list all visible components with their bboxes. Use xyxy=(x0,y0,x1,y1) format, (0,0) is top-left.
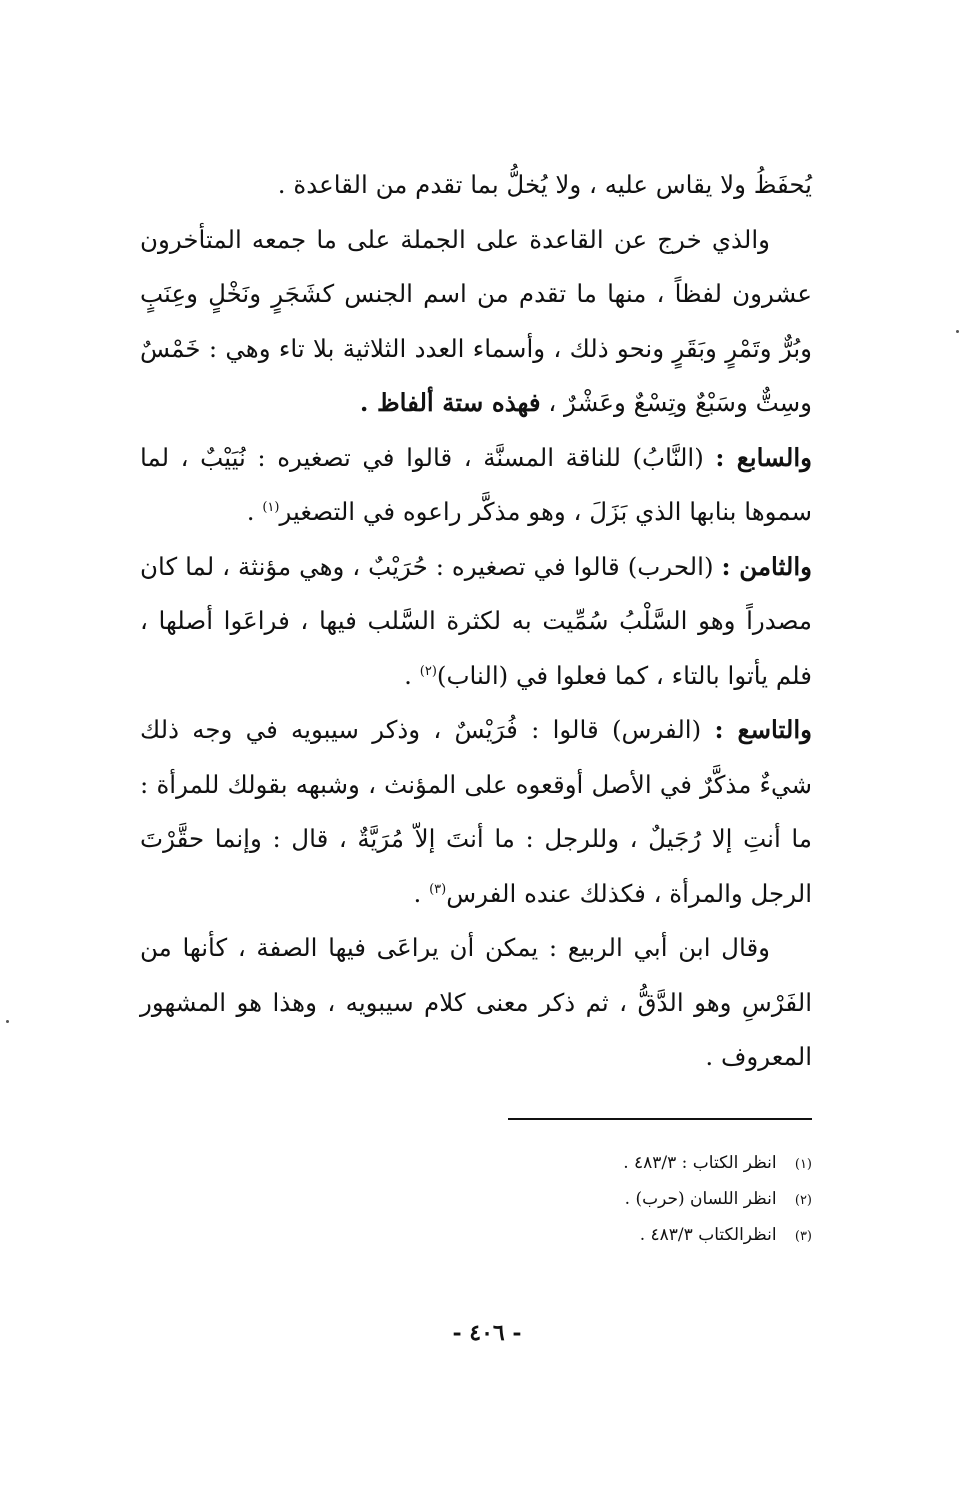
paragraph-3 xyxy=(140,431,812,540)
margin-speck xyxy=(6,1020,9,1023)
footnote-separator xyxy=(508,1118,812,1120)
paragraph-6 xyxy=(140,921,812,1085)
paragraph-2 xyxy=(140,213,812,431)
footnote-3-text: انظرالكتاب ٤٨٣/٣ . xyxy=(639,1225,777,1245)
paragraph-4-lead: والثامن : xyxy=(721,551,812,581)
footnote-2-text: انظر اللسان (حرب) . xyxy=(624,1189,777,1209)
main-text xyxy=(140,158,812,1085)
paragraph-3-text: (النَّابُ) للناقة المسنَّة ، قالوا في تصغيره : نُيَيْبٌ ، لما سموها بنابها الذي بَزَلَ ، وهو مذكَّر راعوه في التصغير xyxy=(140,442,812,526)
paragraph-6-text: وقال ابن أبي الربيع : يمكن أن يراعَى فيها الصفة ، كأنها من الفَرْسِ وهو الدَّقُّ ، ثم ذكر معنى كلام سيبويه ، وهذا هو المشهور المعروف . xyxy=(140,933,812,1071)
paragraph-4 xyxy=(140,540,812,704)
footnote-3-number: (٣) xyxy=(794,1229,812,1244)
paragraph-5-lead: والتاسع : xyxy=(714,715,813,744)
footnote-1 xyxy=(420,1146,812,1182)
page-number: - ٤٠٦ - xyxy=(452,1320,522,1346)
footnote-ref-1: (١) xyxy=(262,499,280,515)
footnote-2 xyxy=(420,1182,812,1218)
paragraph-1 xyxy=(140,158,812,213)
footnote-1-number: (١) xyxy=(794,1157,812,1172)
paragraph-4-text: (الحرب) قالوا في تصغيره : حُرَيْبٌ ، وهي مؤنثة ، لما كان مصدراً وهو السَّلْبُ سُمِّيت به لكثرة السَّلب فيها ، فراعَوا أصلها ، فلم يأتوا بالتاء ، كما فعلوا في (الناب) xyxy=(140,551,812,690)
paragraph-4-end: . xyxy=(404,660,412,690)
paragraph-5-end: . xyxy=(413,878,422,908)
footnote-ref-2: (٢) xyxy=(419,663,437,679)
paragraph-2-text: والذي خرج عن القاعدة على الجملة على ما جمعه المتأخرون عشرون لفظاً ، منها ما تقدم من اسم الجنس كشَجَرٍ ونَخْلٍ وعِنَبٍ وبُرٌّ وتَمْرٍ وبَقَرٍ ونحو ذلك ، وأسماء العدد الثلاثية بلا تاء وهي : خَمْسٌ وسِتٌّ وسَبْعٌ وتِسْعٌ وعَشْرٌ ، xyxy=(140,224,812,417)
paragraph-2-bold-tail: فهذه ستة ألفاظ . xyxy=(359,388,541,417)
footnote-2-number: (٢) xyxy=(794,1193,812,1208)
paragraph-5-text: (الفرس) قالوا : فُرَيْسٌ ، وذكر سيبويه في وجه ذلك شيءٌ مذكَّرٌ في الأصل أوقعوه على المؤنث ، وشبهه بقولك للمرأة : ما أنتِ إلا رُجَيلٌ ، وللرجل : ما أنتَ إلاّ مُرَيَّةٌ ، قال : وإنما حقَّرْتَ الرجل والمرأة ، فكذلك عنده الفرس xyxy=(140,715,812,908)
paragraph-1-text: يُحفَظُ ولا يقاس عليه ، ولا يُخلُّ بما تقدم من القاعدة . xyxy=(277,170,812,199)
footnotes xyxy=(420,1146,812,1254)
margin-speck xyxy=(956,330,959,333)
footnote-3 xyxy=(420,1218,812,1254)
footnote-1-text: انظر الكتاب : ٤٨٣/٣ . xyxy=(623,1153,777,1173)
footnote-ref-3: (٣) xyxy=(429,881,447,897)
paragraph-3-end: . xyxy=(246,497,255,526)
paragraph-5 xyxy=(140,703,812,921)
paragraph-3-lead: والسابع : xyxy=(715,442,813,472)
